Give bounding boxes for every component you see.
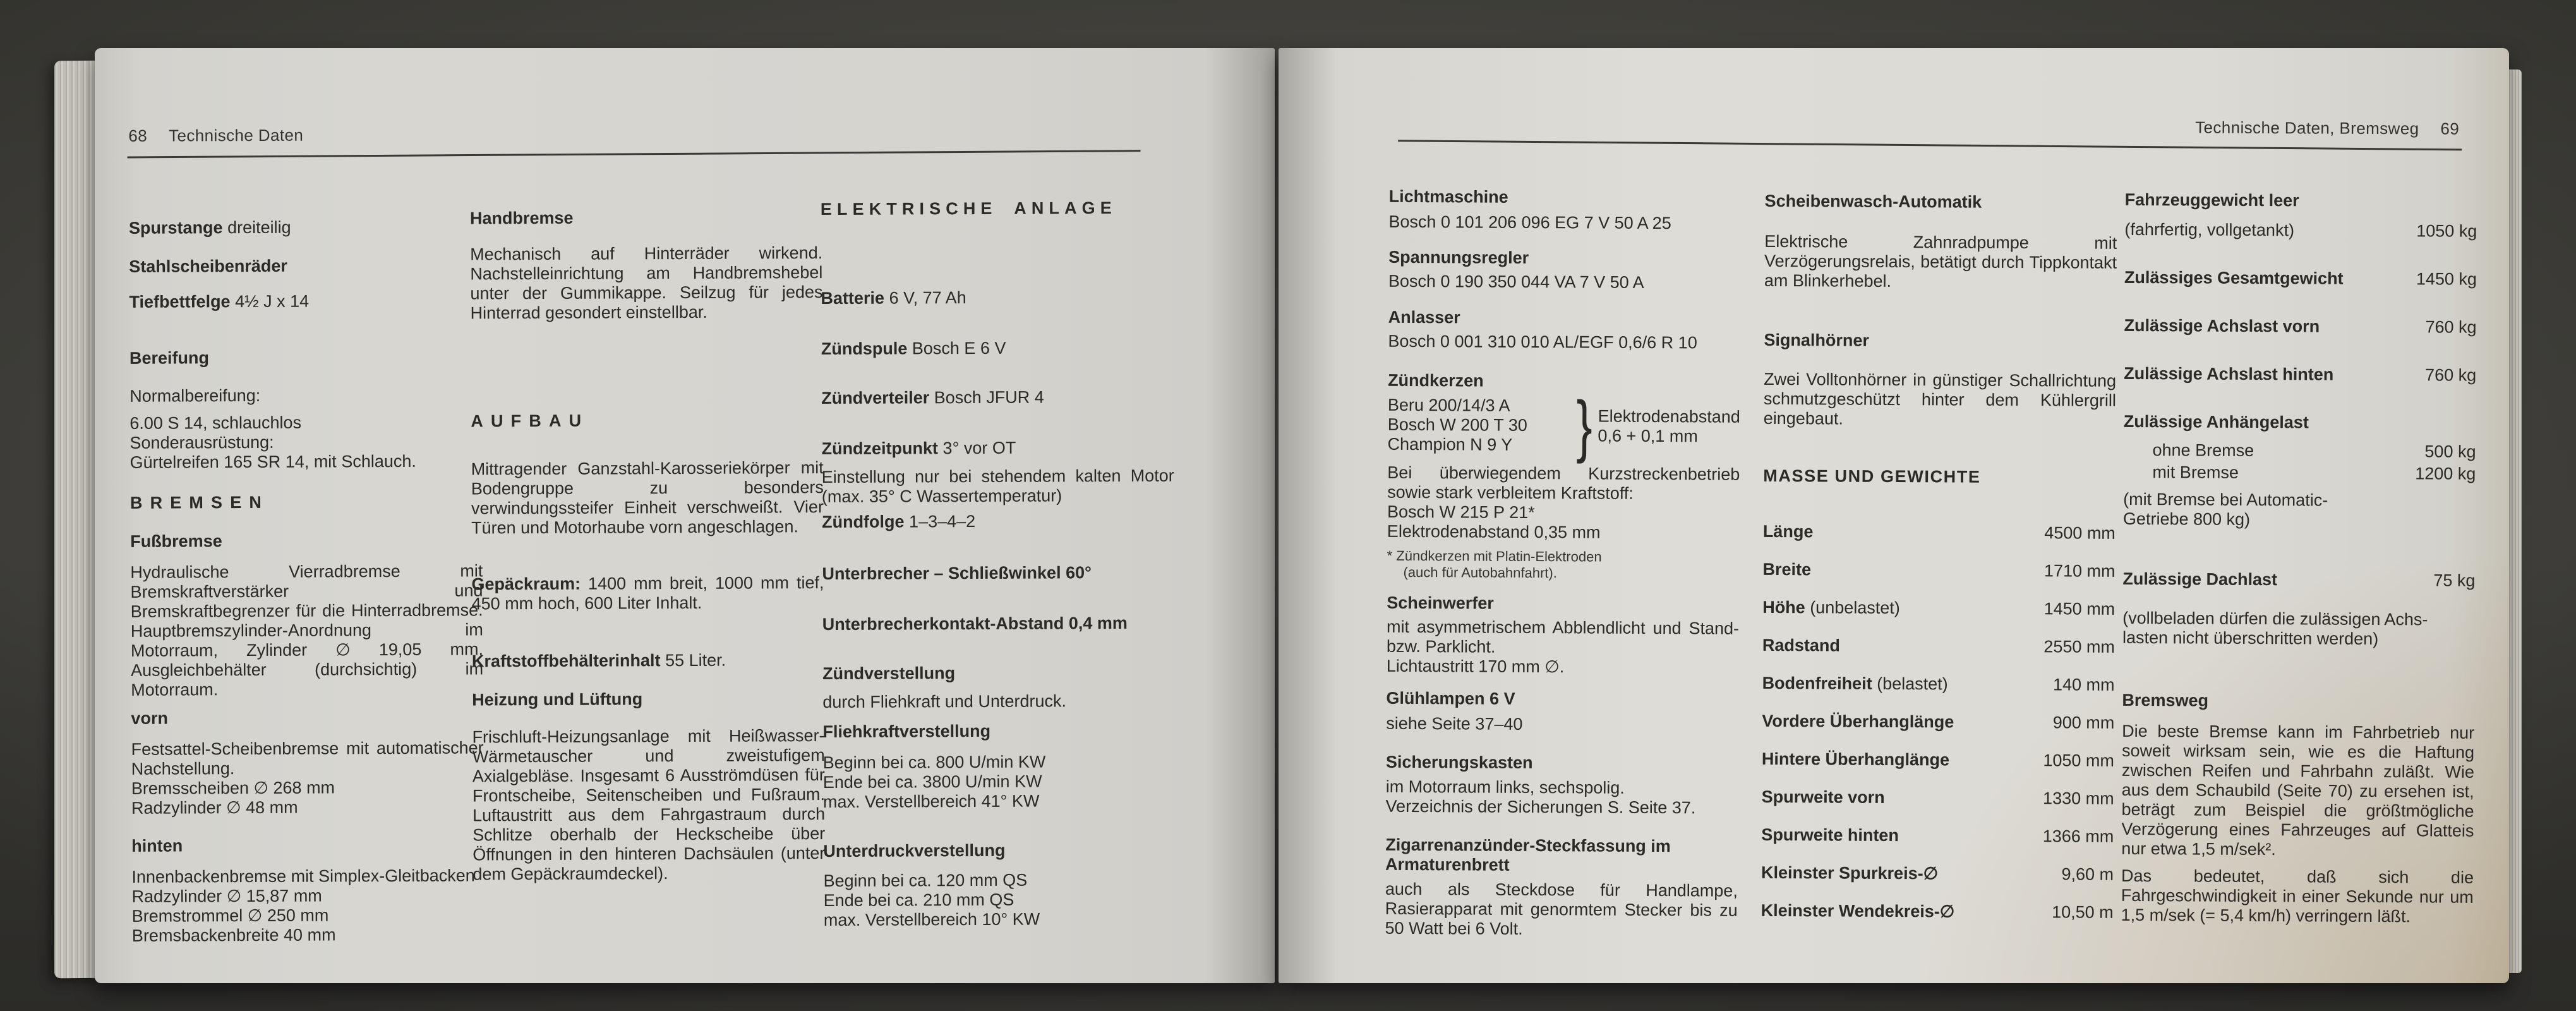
column-elektrische-anlage — [821, 198, 1176, 930]
row-label: (fahrfertig, vollgetankt) — [2124, 219, 2295, 240]
values-hinten: Radzylinder ∅ 15,87 mm Bremstrommel ∅ 250 mm Bremsbackenbreite 40 mm — [131, 886, 336, 945]
row-value: 900 mm — [2052, 713, 2115, 732]
spec-row-mit-bremse — [2123, 463, 2476, 484]
table-row — [1761, 901, 2114, 923]
text-kurzstreckenbetrieb: Bei überwiegendem Kurzstreckenbetrieb sowie stark verbleitem Kraftstoff: Bosch W 215 P 21* Elektrodenabstand 0,35 mm — [1387, 463, 1740, 542]
heading-signalhoerner: Signalhörner — [1764, 330, 1870, 350]
row-label: Zulässige Dachlast — [2122, 569, 2278, 590]
row-label: Hintere Überhanglänge — [1761, 749, 1950, 770]
row-note: (unbelastet) — [1805, 598, 1900, 618]
table-row — [1762, 749, 2114, 771]
table-row — [1762, 636, 2115, 657]
right-page-title: Technische Daten, Bremsweg — [2195, 118, 2419, 138]
spec-zuendzeitpunkt: Zündzeitpunkt 3° vor OT — [821, 438, 1016, 459]
row-label: Radstand — [1762, 635, 1841, 655]
column-elektrik-teile — [1385, 187, 1741, 940]
row-value: 760 kg — [2425, 317, 2477, 337]
left-page-title: Technische Daten — [169, 125, 304, 145]
column-masse-gewichte — [1761, 191, 2117, 923]
heading-masse-gewichte: MASSE UND GEWICHTE — [1763, 466, 1981, 487]
value-anlasser: Bosch 0 001 310 010 AL/EGF 0,6/6 R 10 — [1388, 331, 1697, 353]
spec-row-achslast-hinten — [2124, 364, 2476, 385]
table-row — [1763, 522, 2116, 543]
brace-glyph: } — [1575, 387, 1592, 464]
note-automatic-getriebe: (mit Bremse bei Automatic- Getriebe 800 kg) — [2122, 489, 2328, 529]
heading-unterdruckverstellung: Unterdruckverstellung — [823, 840, 1006, 861]
row-label: Spurweite vorn — [1761, 787, 1885, 807]
heading-fahrzeuggewicht: Fahrzeuggewicht leer — [2124, 190, 2299, 210]
right-page-header — [2195, 118, 2459, 138]
heading-spannungsregler: Spannungsregler — [1388, 247, 1529, 267]
spec-zuendverteiler: Zündverteiler Bosch JFUR 4 — [821, 387, 1044, 408]
heading-fussbremse: Fußbremse — [130, 531, 222, 551]
text-heizung: Frischluft-Heizungsanlage mit Heißwasser-Wärmetauscher und zweistufigem Axialgebläse. Insgesamt 6 Ausströmdüsen für Frontscheibe, Seitenscheiben und Fußraum. Luftaustritt aus dem Fahrgastraum durch Schlitze oberhalb der Heckscheibe über Öffnungen in den hinteren Dachsäulen (unter dem Gepäckraumdeckel). — [472, 726, 826, 884]
left-page-content — [93, 45, 1277, 986]
value-spannungsregler: Bosch 0 190 350 044 VA 7 V 50 A — [1388, 271, 1644, 292]
right-page-content — [1276, 45, 2512, 986]
table-row — [1761, 863, 2114, 885]
note-achslasten: (vollbeladen dürfen die zulässigen Achs- lasten nicht überschritten werden) — [2122, 608, 2428, 649]
row-label: Breite — [1762, 559, 1812, 579]
text-vorn: Festsattel-Scheibenbremse mit automatischer Nachstellung. — [131, 738, 484, 778]
heading-handbremse: Handbremse — [469, 208, 574, 228]
text-aufbau: Mittragender Ganzstahl-Karosseriekörper mit Bodengruppe zu besonders verwindungssteifer Einheit verschweißt. Vier Türen und Motorhaube vorn angeschlagen. — [471, 458, 824, 538]
left-header-rule — [128, 150, 1141, 158]
row-value: 2550 mm — [2043, 637, 2115, 657]
heading-bremsweg: Bremsweg — [2122, 690, 2209, 710]
left-page — [95, 48, 1275, 983]
zuendkerzen-elektrodenabstand: Elektrodenabstand 0,6 + 0,1 mm — [1598, 406, 1740, 445]
values-unterdruckverstellung: Beginn bei ca. 120 mm QS Ende bei ca. 210 mm QS max. Verstellbereich 10° KW — [823, 870, 1040, 930]
row-value: 1366 mm — [2042, 826, 2114, 846]
row-value: 1330 mm — [2043, 789, 2114, 808]
text-bremsweg-2: Das bedeutet, daß sich die Fahrgeschwindigkeit in einer Sekunde nur um 1,5 m/sek (= 5,4 km/h) verringern läßt. — [2121, 866, 2474, 926]
row-label: mit Bremse — [2152, 463, 2239, 482]
heading-scheinwerfer: Scheinwerfer — [1387, 593, 1494, 613]
spec-kraftstoffbehaelter: Kraftstoffbehälterinhalt 55 Liter. — [471, 650, 726, 671]
text-fussbremse: Hydraulische Vierradbremse mit Bremskraftverstärker und Bremskraftbegrenzer für die Hinterradbremse. Hauptbremszylinder-Anordnung im Motorraum, Zylinder ∅ 19,05 mm, Ausgleichbehälter (durchsichtig) im Motorraum. — [130, 561, 484, 699]
row-label: Zulässige Achslast vorn — [2124, 315, 2320, 336]
heading-scheibenwasch: Scheibenwasch-Automatik — [1764, 191, 1982, 212]
row-value: 760 kg — [2425, 365, 2477, 385]
text-sicherungskasten: im Motorraum links, sechspolig. Verzeichnis der Sicherungen S. Seite 37. — [1385, 777, 1696, 818]
row-value: 1710 mm — [2043, 561, 2116, 581]
spec-zuendspule: Zündspule Bosch E 6 V — [821, 338, 1006, 359]
table-row — [1762, 560, 2115, 581]
row-value: 1450 kg — [2416, 269, 2477, 289]
row-label: Kleinster Spurkreis-∅ — [1760, 863, 1939, 883]
spec-zuendfolge: Zündfolge 1–3–4–2 — [821, 511, 976, 532]
heading-zuendkerzen: Zündkerzen — [1388, 370, 1484, 390]
row-label: Kleinster Wendekreis-∅ — [1760, 900, 1955, 921]
text-signalhoerner: Zwei Volltonhörner in günstiger Schallrichtung schmutzgeschützt hinter dem Kühlergrill eingebaut. — [1763, 369, 2117, 428]
row-value: 10,50 m — [2052, 902, 2114, 922]
footnote-platin-elektroden: * Zündkerzen mit Platin-Elektroden (auch für Autobahnfahrt). — [1387, 547, 1602, 581]
heading-gluehlampen: Glühlampen 6 V — [1386, 688, 1515, 708]
spec-row-dachlast — [2122, 569, 2475, 591]
row-value: 1050 kg — [2416, 221, 2477, 241]
zuendkerzen-brands: Beru 200/14/3 A Bosch W 200 T 30 Champion N 9 Y — [1387, 395, 1527, 454]
spec-row-gesamtgewicht — [2124, 268, 2477, 289]
row-value: 1450 mm — [2043, 599, 2116, 619]
text-scheibenwasch: Elektrische Zahnradpumpe mit Verzögerungsrelais, betätigt durch Tippkontakt am Blinkerhebel. — [1764, 231, 2117, 291]
spec-row-achslast-vorn — [2124, 316, 2476, 337]
row-value: 1050 mm — [2043, 751, 2115, 770]
text-bereifung: 6.00 S 14, schlauchlos Sonderausrüstung: Gürtelreifen 165 SR 14, mit Schlauch. — [129, 413, 416, 472]
heading-anlasser: Anlasser — [1388, 307, 1460, 327]
column-gewichte-bremsweg — [2121, 190, 2477, 927]
heading-lichtmaschine: Lichtmaschine — [1388, 186, 1508, 207]
row-label: Höhe — [1762, 597, 1805, 617]
spec-batterie: Batterie 6 V, 77 Ah — [821, 288, 966, 308]
heading-bereifung: Bereifung — [129, 348, 209, 368]
row-label: Spurweite hinten — [1761, 825, 1899, 845]
spec-stahlscheibenraeder: Stahlscheibenräder — [129, 256, 287, 276]
heading-aufbau: AUFBAU — [471, 411, 589, 431]
value-gluehlampen: siehe Seite 37–40 — [1386, 713, 1523, 734]
table-row — [1762, 598, 2115, 619]
row-label: Länge — [1762, 521, 1814, 542]
text-bremsweg-1: Die beste Bremse kann im Fahrbetrieb nur soweit wirksam sein, wie es die Haftung zwischen Reifen und Fahrbahn zuläßt. Wie aus dem Schaubild (Seite 70) zu ersehen ist, beträgt zum Beispiel die größtmögliche Verzögerung eines Fahrzeuges auf Glatteis nur etwa 1,5 m/sek². — [2121, 721, 2475, 859]
text-hinten: Innenbackenbremse mit Simplex-Gleitbacken — [131, 866, 475, 887]
right-header-rule — [1398, 140, 2462, 150]
left-page-header — [128, 126, 303, 146]
heading-fliehkraftverstellung: Fliehkraftverstellung — [822, 721, 991, 742]
column-fahrwerk — [129, 217, 485, 945]
row-label: ohne Bremse — [2152, 440, 2254, 460]
spec-row-ohne-bremse — [2123, 440, 2476, 462]
text-zuendverstellung: durch Fliehkraft und Unterdruck. — [822, 691, 1067, 712]
heading-hinten: hinten — [131, 836, 183, 856]
heading-anhaengelast: Zulässige Anhängelast — [2123, 411, 2309, 432]
text-scheinwerfer: mit asymmetrischem Abblendlicht und Stand- bzw. Parklicht. Lichtaustritt 170 mm ∅. — [1386, 617, 1740, 677]
row-label: Vordere Überhanglänge — [1762, 711, 1954, 732]
heading-sicherungskasten: Sicherungskasten — [1385, 752, 1533, 773]
spec-tiefbettfelge: Tiefbettfelge 4½ J x 14 — [129, 291, 310, 312]
row-value: 4500 mm — [2044, 523, 2116, 543]
row-label: Bodenfreiheit — [1762, 673, 1872, 693]
spec-row-fahrzeuggewicht — [2124, 220, 2477, 241]
right-page — [1279, 48, 2509, 983]
values-vorn: Bremsscheiben ∅ 268 mm Radzylinder ∅ 48 mm — [131, 778, 335, 818]
left-page-number: 68 — [128, 126, 148, 145]
spec-unterbrecher: Unterbrecher – Schließwinkel 60° — [822, 563, 1092, 584]
row-label: Zulässige Achslast hinten — [2124, 363, 2334, 384]
heading-bremsen: BREMSEN — [129, 492, 270, 512]
text-handbremse: Mechanisch auf Hinterräder wirkend. Nachstelleinrichtung am Handbremshebel unter der Gummikappe. Seilzug für jedes Hinterrad gesondert einstellbar. — [470, 243, 823, 323]
spec-gepaeckraum: Gepäckraum: 1400 mm breit, 1000 mm tief, 450 mm hoch, 600 Liter Inhalt. — [471, 573, 824, 614]
column-aufbau — [470, 207, 826, 884]
heading-vorn: vorn — [131, 708, 168, 728]
row-value: 140 mm — [2052, 675, 2115, 694]
spec-unterbrecherkontakt: Unterbrecherkontakt-Abstand 0,4 mm — [822, 613, 1128, 634]
table-row — [1762, 674, 2115, 695]
row-note: (belastet) — [1872, 674, 1948, 694]
right-page-number: 69 — [2440, 119, 2460, 138]
values-fliehkraftverstellung: Beginn bei ca. 800 U/min KW Ende bei ca. 3800 U/min KW max. Verstellbereich 41° KW — [822, 752, 1046, 812]
heading-zigarrenanzuender: Zigarrenanzünder-Steckfassung im Armaturenbrett — [1385, 835, 1671, 875]
table-row — [1761, 825, 2114, 847]
table-row — [1762, 787, 2114, 809]
label-normalbereifung: Normalbereifung: — [129, 385, 261, 406]
text-zigarrenanzuender: auch als Steckdose für Handlampe, Rasierapparat mit genormtem Stecker bis zu 50 Watt bei 6 Volt. — [1385, 879, 1738, 938]
row-label: Zulässiges Gesamtgewicht — [2124, 267, 2344, 288]
spec-spurstange: Spurstange dreiteilig — [128, 217, 291, 238]
row-value: 1200 kg — [2415, 464, 2476, 483]
table-row — [1762, 711, 2114, 733]
row-value: 9,60 m — [2061, 864, 2114, 884]
heading-heizung: Heizung und Lüftung — [472, 689, 643, 710]
heading-elektrische-anlage: ELEKTRISCHE ANLAGE — [820, 198, 1117, 219]
text-zuendzeitpunkt: Einstellung nur bei stehendem kalten Motor (max. 35° C Wassertemperatur) — [821, 466, 1174, 507]
value-lichtmaschine: Bosch 0 101 206 096 EG 7 V 50 A 25 — [1388, 212, 1671, 233]
zuendkerzen-group — [1387, 387, 1740, 464]
row-value: 75 kg — [2433, 571, 2476, 590]
row-value: 500 kg — [2424, 442, 2476, 461]
heading-zuendverstellung: Zündverstellung — [822, 663, 956, 684]
